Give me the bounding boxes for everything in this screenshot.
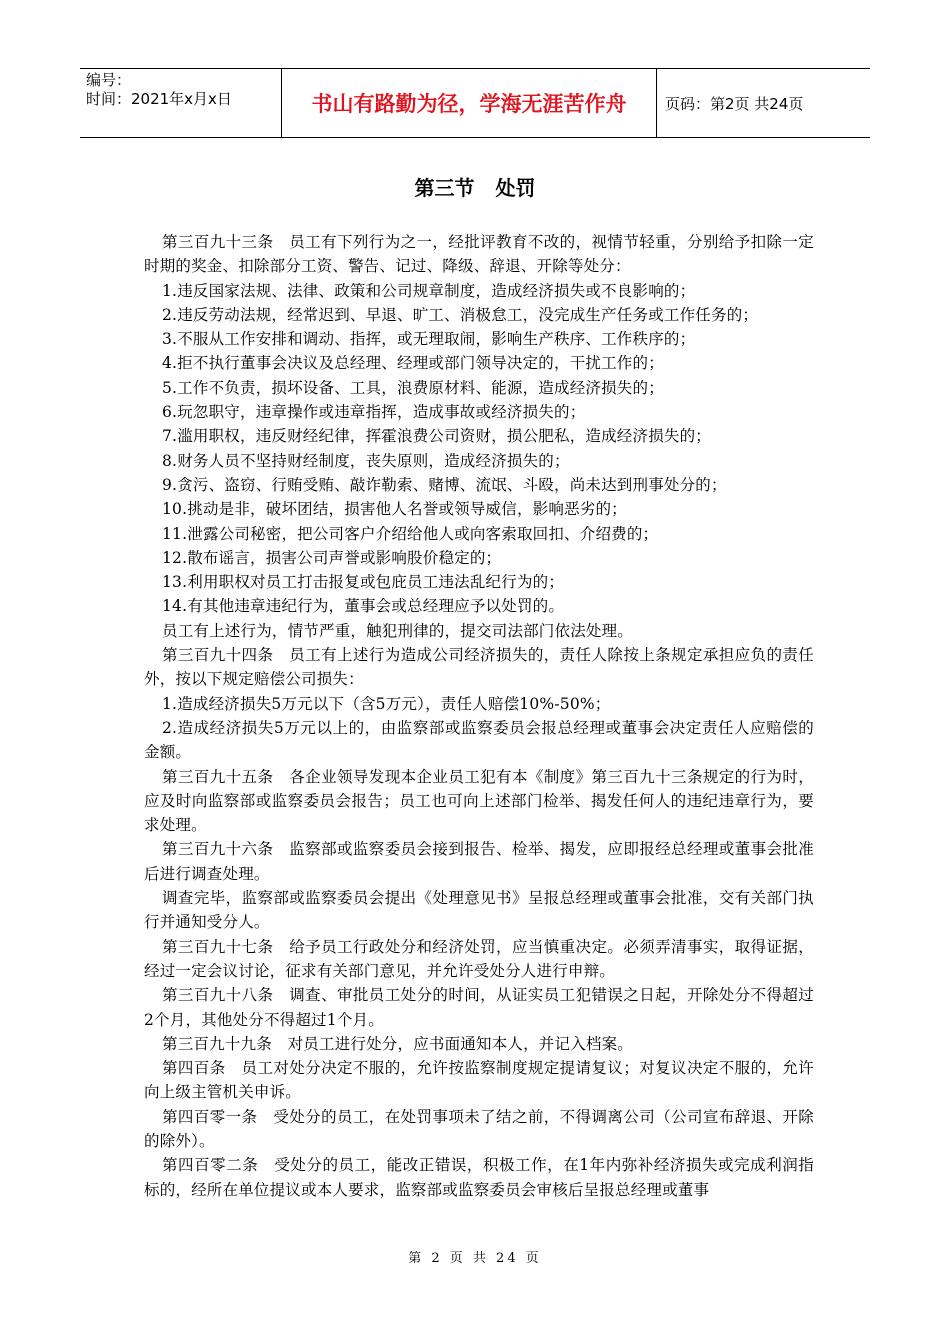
paragraph: 调查完毕，监察部或监察委员会提出《处理意见书》呈报总经理或董事会批准，交有关部门执行并通知受分人。 <box>144 889 814 932</box>
paragraph: 第四百条 员工对处分决定不服的，允许按监察制度规定提请复议；对复议决定不服的，允许向上级主管机关申诉。 <box>144 1059 814 1102</box>
list-item: 13.利用职权对员工打击报复或包庇员工违法乱纪行为的； <box>162 573 565 592</box>
list-item: 2.违反劳动法规，经常迟到、早退、旷工、消极怠工，没完成生产任务或工作任务的； <box>162 305 759 324</box>
document-number-label: 编号： <box>86 71 132 89</box>
paragraph: 第四百零二条 受处分的员工，能改正错误，积极工作，在1年内弥补经济损失或完成利润指标的，经所在单位提议或本人要求，监察部或监察委员会审核后呈报总经理或董事 <box>144 1156 814 1199</box>
list-item: 14.有其他违章违纪行为，董事会或总经理应予以处罚的。 <box>162 597 565 616</box>
paragraph: 第三百九十四条 员工有上述行为造成公司经济损失的，责任人除按上条规定承担应负的责任外，按以下规定赔偿公司损失： <box>144 646 814 689</box>
section-title <box>0 172 950 201</box>
page-footer: 第 2 页 共 24 页 <box>408 1251 542 1266</box>
list-item: 1.造成经济损失5万元以下（含5万元），责任人赔偿10%-50%； <box>162 694 611 713</box>
list-item: 12.散布谣言，损害公司声誉或影响股价稳定的； <box>162 548 502 567</box>
paragraph: 第三百九十六条 监察部或监察委员会接到报告、检举、揭发，应即报经总经理或董事会批准后进行调查处理。 <box>144 840 814 883</box>
list-item: 11.泄露公司秘密，把公司客户介绍给他人或向客索取回扣、介绍费的； <box>162 524 659 543</box>
paragraph: 第三百九十七条 给予员工行政处分和经济处罚，应当慎重决定。必须弄清事实，取得证据，经过一定会议讨论，征求有关部门意见，并允许受处分人进行申辩。 <box>144 937 814 980</box>
list-item: 8.财务人员不坚持财经制度，丧失原则，造成经济损失的； <box>162 451 570 470</box>
paragraph: 第四百零一条 受处分的员工，在处罚事项未了结之前，不得调离公司（公司宣布辞退、开除的除外）。 <box>144 1107 814 1150</box>
header-page-info: 页码：第2页 共24页 <box>665 94 804 113</box>
paragraph: 员工有上述行为，情节严重，触犯刑律的，提交司法部门依法处理。 <box>162 621 634 640</box>
paragraph: 第三百九十八条 调查、审批员工处分的时间，从证实员工犯错误之日起，开除处分不得超过2个月，其他处分不得超过1个月。 <box>144 986 814 1029</box>
document-date: 时间：2021年x月x日 <box>86 90 232 108</box>
list-item: 5.工作不负责，损坏设备、工具，浪费原材料、能源，造成经济损失的； <box>162 378 664 397</box>
list-item: 7.滥用职权，违反财经纪律，挥霍浪费公司资财，损公肥私，造成经济损失的； <box>162 427 711 446</box>
section-title-number: 第三节 <box>414 176 475 200</box>
list-item: 6.玩忽职守，违章操作或违章指挥，造成事故或经济损失的； <box>162 403 586 422</box>
header-motto: 书山有路勤为径，学海无涯苦作舟 <box>282 69 657 137</box>
paragraph: 第三百九十九条 对员工进行处分，应书面通知本人，并记入档案。 <box>162 1034 634 1053</box>
page-header <box>80 68 870 138</box>
list-item: 2.造成经济损失5万元以上的，由监察部或监察委员会报总经理或董事会决定责任人应赔偿的金额。 <box>144 718 814 762</box>
header-meta <box>80 69 282 137</box>
paragraph: 第三百九十三条 员工有下列行为之一，经批评教育不改的，视情节轻重，分别给予扣除一定时期的奖金、扣除部分工资、警告、记过、降级、辞退、开除等处分： <box>144 233 814 276</box>
list-item: 3.不服从工作安排和调动、指挥，或无理取闹，影响生产秩序、工作秩序的； <box>162 330 696 349</box>
list-item: 9.贪污、盗窃、行贿受贿、敲诈勒索、赌博、流氓、斗殴，尚未达到刑事处分的； <box>162 475 727 494</box>
list-item: 4.拒不执行董事会决议及总经理、经理或部门领导决定的，干扰工作的； <box>162 354 664 373</box>
list-item: 10.挑动是非，破坏团结，损害他人名誉或领导威信，影响恶劣的； <box>162 500 627 519</box>
paragraph: 第三百九十五条 各企业领导发现本企业员工犯有本《制度》第三百九十三条规定的行为时，应及时向监察部或监察委员会报告；员工也可向上述部门检举、揭发任何人的违纪违章行为，要求处理。 <box>144 767 814 835</box>
list-item: 1.违反国家法规、法律、政策和公司规章制度，造成经济损失或不良影响的； <box>162 281 696 300</box>
section-title-name: 处罚 <box>495 176 536 200</box>
document-body <box>144 230 814 1202</box>
